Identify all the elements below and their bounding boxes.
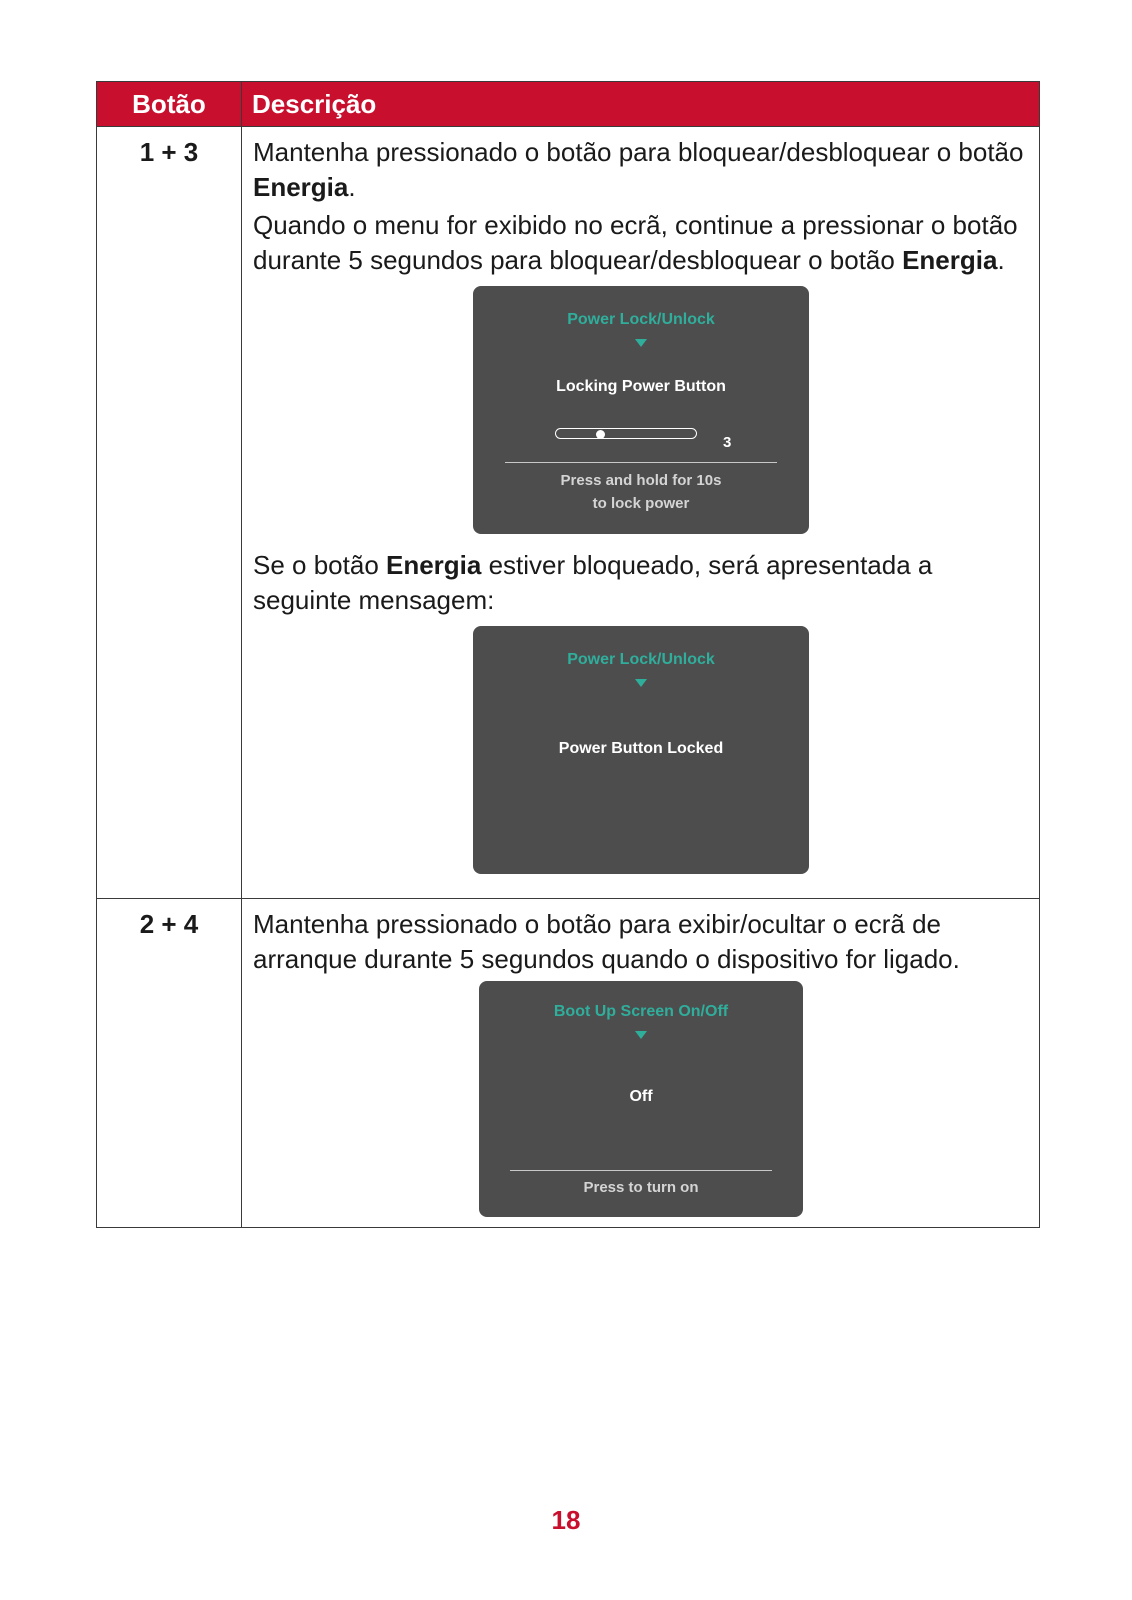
button-table — [96, 81, 1040, 1228]
description-paragraph — [253, 135, 1029, 205]
text: Quando o menu for exibido no ecrã, continue a pressionar o botão durante 5 segundos para bloquear/desbloquear o botão — [253, 210, 1018, 275]
osd-title: Power Lock/Unlock — [567, 311, 715, 328]
page-number: 18 — [551, 1505, 581, 1535]
text: estiver bloqueado, será apresentada a seguinte mensagem: — [253, 550, 933, 615]
bold-text: Energia — [902, 245, 998, 275]
osd-message: Locking Power Button — [556, 378, 726, 395]
table-row — [97, 899, 1040, 1228]
chevron-down-icon — [635, 679, 647, 687]
table-row — [97, 127, 1040, 899]
button-combo: 2 + 4 — [97, 899, 242, 1228]
osd-footer-line: to lock power — [592, 495, 690, 512]
text: Se o botão — [253, 550, 386, 580]
description-cell — [242, 899, 1040, 1228]
osd-title: Power Lock/Unlock — [567, 651, 715, 668]
button-combo: 1 + 3 — [97, 127, 242, 899]
divider — [510, 1170, 772, 1171]
slider-knob — [596, 430, 605, 439]
osd-boot-up-screen — [479, 981, 803, 1217]
bold-text: Energia — [253, 172, 349, 202]
chevron-down-icon — [635, 1031, 647, 1039]
osd-message: Off — [629, 1088, 653, 1105]
osd-power-locked — [473, 626, 809, 874]
description-cell — [242, 127, 1040, 899]
text: . — [997, 245, 1005, 275]
divider — [505, 462, 777, 463]
text: Mantenha pressionado o botão para bloquear/desbloquear o botão — [253, 137, 1024, 167]
bold-text: Energia — [386, 550, 482, 580]
osd-footer: Press to turn on — [583, 1179, 699, 1196]
table-header-row — [97, 82, 1040, 127]
header-button: Botão — [97, 82, 242, 127]
osd-footer — [473, 469, 809, 515]
text: . — [348, 172, 356, 202]
chevron-down-icon — [635, 339, 647, 347]
header-description: Descrição — [242, 82, 1040, 127]
description-paragraph: Mantenha pressionado o botão para exibir/ocultar o ecrã de arranque durante 5 segundos quando o dispositivo for ligado. — [253, 909, 960, 974]
description-paragraph — [253, 548, 1029, 618]
osd-title: Boot Up Screen On/Off — [553, 1003, 729, 1020]
osd-power-lock-progress — [473, 286, 809, 534]
progress-slider — [555, 428, 697, 439]
osd-footer-line: Press and hold for 10s — [560, 472, 722, 489]
description-paragraph — [253, 208, 1029, 278]
slider-value: 3 — [723, 434, 732, 451]
osd-message: Power Button Locked — [558, 740, 724, 757]
